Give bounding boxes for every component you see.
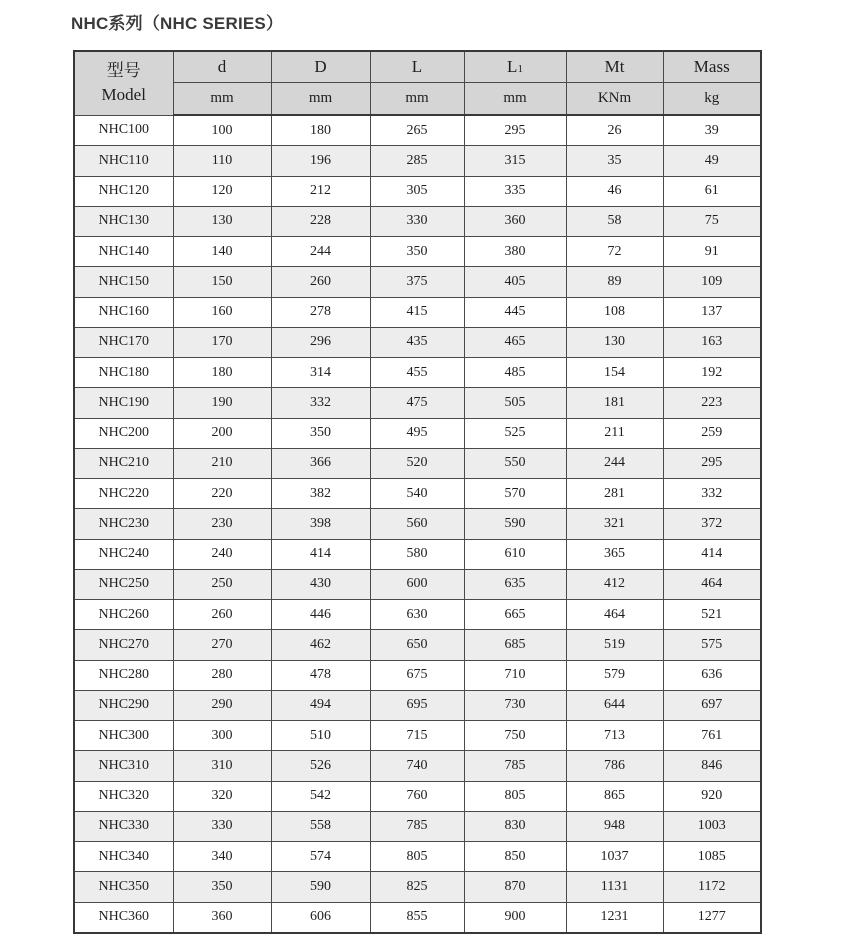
value-cell: 100: [173, 115, 271, 146]
value-cell: 280: [173, 660, 271, 690]
value-cell: 785: [464, 751, 566, 781]
value-cell: 464: [566, 600, 663, 630]
value-cell: 230: [173, 509, 271, 539]
value-cell: 290: [173, 690, 271, 720]
model-cell: NHC240: [74, 539, 173, 569]
value-cell: 430: [271, 569, 370, 599]
value-cell: 414: [663, 539, 761, 569]
model-cell: NHC220: [74, 479, 173, 509]
table-row: [74, 539, 761, 569]
value-cell: 212: [271, 176, 370, 206]
value-cell: 382: [271, 479, 370, 509]
value-cell: 870: [464, 872, 566, 902]
value-cell: 695: [370, 690, 464, 720]
model-cell: NHC110: [74, 146, 173, 176]
model-cell: NHC350: [74, 872, 173, 902]
model-cell: NHC170: [74, 327, 173, 357]
value-cell: 181: [566, 388, 663, 418]
table-row: [74, 569, 761, 599]
value-cell: 380: [464, 237, 566, 267]
model-cell: NHC150: [74, 267, 173, 297]
value-cell: 650: [370, 630, 464, 660]
value-cell: 259: [663, 418, 761, 448]
value-cell: 350: [173, 872, 271, 902]
table-row: [74, 630, 761, 660]
value-cell: 1037: [566, 842, 663, 872]
table-row: [74, 690, 761, 720]
value-cell: 590: [271, 872, 370, 902]
value-cell: 398: [271, 509, 370, 539]
value-cell: 710: [464, 660, 566, 690]
model-cell: NHC270: [74, 630, 173, 660]
model-cell: NHC130: [74, 206, 173, 236]
value-cell: 740: [370, 751, 464, 781]
value-cell: 830: [464, 811, 566, 841]
value-cell: 580: [370, 539, 464, 569]
value-cell: 260: [271, 267, 370, 297]
value-cell: 265: [370, 115, 464, 146]
model-cell: NHC200: [74, 418, 173, 448]
value-cell: 570: [464, 479, 566, 509]
table-row: [74, 660, 761, 690]
model-cell: NHC120: [74, 176, 173, 206]
value-cell: 160: [173, 297, 271, 327]
unit-header-mass: kg: [663, 83, 761, 116]
value-cell: 636: [663, 660, 761, 690]
value-cell: 1172: [663, 872, 761, 902]
value-cell: 1003: [663, 811, 761, 841]
model-cell: NHC140: [74, 237, 173, 267]
value-cell: 540: [370, 479, 464, 509]
col-header-mass: Mass: [663, 51, 761, 83]
value-cell: 75: [663, 206, 761, 236]
value-cell: 464: [663, 569, 761, 599]
model-cell: NHC280: [74, 660, 173, 690]
value-cell: 310: [173, 751, 271, 781]
value-cell: 948: [566, 811, 663, 841]
model-cell: NHC330: [74, 811, 173, 841]
value-cell: 330: [370, 206, 464, 236]
value-cell: 435: [370, 327, 464, 357]
value-cell: 412: [566, 569, 663, 599]
table-row: [74, 600, 761, 630]
table-row: [74, 902, 761, 933]
value-cell: 120: [173, 176, 271, 206]
value-cell: 415: [370, 297, 464, 327]
model-cell: NHC340: [74, 842, 173, 872]
value-cell: 558: [271, 811, 370, 841]
table-row: [74, 206, 761, 236]
value-cell: 89: [566, 267, 663, 297]
value-cell: 785: [370, 811, 464, 841]
value-cell: 494: [271, 690, 370, 720]
table-row: [74, 115, 761, 146]
value-cell: 314: [271, 358, 370, 388]
value-cell: 920: [663, 781, 761, 811]
value-cell: 760: [370, 781, 464, 811]
value-cell: 360: [464, 206, 566, 236]
value-cell: 360: [173, 902, 271, 933]
value-cell: 786: [566, 751, 663, 781]
value-cell: 58: [566, 206, 663, 236]
value-cell: 296: [271, 327, 370, 357]
value-cell: 108: [566, 297, 663, 327]
value-cell: 281: [566, 479, 663, 509]
value-cell: 350: [271, 418, 370, 448]
value-cell: 137: [663, 297, 761, 327]
value-cell: 49: [663, 146, 761, 176]
value-cell: 335: [464, 176, 566, 206]
unit-header-d: mm: [173, 83, 271, 116]
value-cell: 305: [370, 176, 464, 206]
value-cell: 228: [271, 206, 370, 236]
value-cell: 130: [566, 327, 663, 357]
value-cell: 446: [271, 600, 370, 630]
value-cell: 630: [370, 600, 464, 630]
value-cell: 170: [173, 327, 271, 357]
value-cell: 340: [173, 842, 271, 872]
value-cell: 372: [663, 509, 761, 539]
model-cell: NHC260: [74, 600, 173, 630]
value-cell: 825: [370, 872, 464, 902]
value-cell: 91: [663, 237, 761, 267]
value-cell: 850: [464, 842, 566, 872]
col-header-d: d: [173, 51, 271, 83]
value-cell: 26: [566, 115, 663, 146]
value-cell: 521: [663, 600, 761, 630]
value-cell: 455: [370, 358, 464, 388]
model-cell: NHC190: [74, 388, 173, 418]
value-cell: 366: [271, 448, 370, 478]
page-title: NHC系列（NHC SERIES）: [71, 14, 284, 33]
value-cell: 478: [271, 660, 370, 690]
value-cell: 211: [566, 418, 663, 448]
value-cell: 196: [271, 146, 370, 176]
value-cell: 240: [173, 539, 271, 569]
value-cell: 72: [566, 237, 663, 267]
value-cell: 110: [173, 146, 271, 176]
value-cell: 250: [173, 569, 271, 599]
value-cell: 579: [566, 660, 663, 690]
value-cell: 375: [370, 267, 464, 297]
table-row: [74, 388, 761, 418]
value-cell: 560: [370, 509, 464, 539]
model-cell: NHC300: [74, 721, 173, 751]
value-cell: 210: [173, 448, 271, 478]
value-cell: 855: [370, 902, 464, 933]
table-row: [74, 842, 761, 872]
table-row: [74, 146, 761, 176]
value-cell: 278: [271, 297, 370, 327]
col-header-mt: Mt: [566, 51, 663, 83]
value-cell: 462: [271, 630, 370, 660]
value-cell: 542: [271, 781, 370, 811]
unit-header-l1: mm: [464, 83, 566, 116]
value-cell: 713: [566, 721, 663, 751]
value-cell: 295: [464, 115, 566, 146]
value-cell: 465: [464, 327, 566, 357]
model-cell: NHC320: [74, 781, 173, 811]
value-cell: 675: [370, 660, 464, 690]
value-cell: 715: [370, 721, 464, 751]
table-row: [74, 358, 761, 388]
value-cell: 644: [566, 690, 663, 720]
value-cell: 606: [271, 902, 370, 933]
value-cell: 300: [173, 721, 271, 751]
model-cell: NHC290: [74, 690, 173, 720]
value-cell: 350: [370, 237, 464, 267]
model-cell: NHC210: [74, 448, 173, 478]
value-cell: 163: [663, 327, 761, 357]
value-cell: 285: [370, 146, 464, 176]
value-cell: 365: [566, 539, 663, 569]
value-cell: 697: [663, 690, 761, 720]
value-cell: 260: [173, 600, 271, 630]
value-cell: 685: [464, 630, 566, 660]
col-header-subscript: 1: [517, 63, 523, 75]
model-cell: NHC160: [74, 297, 173, 327]
value-cell: 180: [271, 115, 370, 146]
value-cell: 600: [370, 569, 464, 599]
value-cell: 846: [663, 751, 761, 781]
spec-table-head: [74, 51, 761, 115]
model-cell: NHC250: [74, 569, 173, 599]
value-cell: 150: [173, 267, 271, 297]
table-row: [74, 751, 761, 781]
table-row: [74, 176, 761, 206]
table-row: [74, 418, 761, 448]
value-cell: 485: [464, 358, 566, 388]
value-cell: 244: [271, 237, 370, 267]
value-cell: 750: [464, 721, 566, 751]
value-cell: 295: [663, 448, 761, 478]
value-cell: 200: [173, 418, 271, 448]
table-row: [74, 781, 761, 811]
value-cell: 526: [271, 751, 370, 781]
value-cell: 590: [464, 509, 566, 539]
value-cell: 321: [566, 509, 663, 539]
value-cell: 46: [566, 176, 663, 206]
value-cell: 180: [173, 358, 271, 388]
value-cell: 320: [173, 781, 271, 811]
value-cell: 140: [173, 237, 271, 267]
model-cell: NHC310: [74, 751, 173, 781]
table-row: [74, 509, 761, 539]
table-row: [74, 267, 761, 297]
value-cell: 35: [566, 146, 663, 176]
value-cell: 665: [464, 600, 566, 630]
value-cell: 332: [663, 479, 761, 509]
value-cell: 1277: [663, 902, 761, 933]
table-row: [74, 811, 761, 841]
value-cell: 865: [566, 781, 663, 811]
table-row: [74, 448, 761, 478]
unit-header-mt: KNm: [566, 83, 663, 116]
table-row: [74, 479, 761, 509]
unit-header-l: mm: [370, 83, 464, 116]
spec-table: [73, 50, 762, 934]
value-cell: 244: [566, 448, 663, 478]
value-cell: 332: [271, 388, 370, 418]
value-cell: 520: [370, 448, 464, 478]
value-cell: 315: [464, 146, 566, 176]
table-row: [74, 872, 761, 902]
model-header-zh: 型号: [106, 60, 141, 80]
value-cell: 109: [663, 267, 761, 297]
value-cell: 510: [271, 721, 370, 751]
value-cell: 805: [370, 842, 464, 872]
model-header-en: Model: [101, 85, 146, 105]
value-cell: 130: [173, 206, 271, 236]
model-cell: NHC230: [74, 509, 173, 539]
value-cell: 730: [464, 690, 566, 720]
value-cell: 1131: [566, 872, 663, 902]
table-row: [74, 297, 761, 327]
table-row: [74, 327, 761, 357]
value-cell: 445: [464, 297, 566, 327]
model-column-header: [74, 51, 173, 115]
value-cell: 761: [663, 721, 761, 751]
value-cell: 574: [271, 842, 370, 872]
value-cell: 1085: [663, 842, 761, 872]
value-cell: 154: [566, 358, 663, 388]
value-cell: 190: [173, 388, 271, 418]
unit-header-d: mm: [271, 83, 370, 116]
value-cell: 223: [663, 388, 761, 418]
value-cell: 495: [370, 418, 464, 448]
value-cell: 1231: [566, 902, 663, 933]
col-header-l: L: [370, 51, 464, 83]
value-cell: 61: [663, 176, 761, 206]
model-cell: NHC180: [74, 358, 173, 388]
spec-table-body: [74, 115, 761, 933]
value-cell: 635: [464, 569, 566, 599]
value-cell: 525: [464, 418, 566, 448]
model-cell: NHC100: [74, 115, 173, 146]
table-row: [74, 721, 761, 751]
col-header-l1: L1: [464, 51, 566, 83]
value-cell: 414: [271, 539, 370, 569]
value-cell: 519: [566, 630, 663, 660]
value-cell: 575: [663, 630, 761, 660]
table-row: [74, 237, 761, 267]
value-cell: 330: [173, 811, 271, 841]
value-cell: 505: [464, 388, 566, 418]
value-cell: 900: [464, 902, 566, 933]
value-cell: 805: [464, 781, 566, 811]
value-cell: 270: [173, 630, 271, 660]
value-cell: 610: [464, 539, 566, 569]
value-cell: 550: [464, 448, 566, 478]
value-cell: 220: [173, 479, 271, 509]
model-cell: NHC360: [74, 902, 173, 933]
value-cell: 475: [370, 388, 464, 418]
col-header-d: D: [271, 51, 370, 83]
value-cell: 405: [464, 267, 566, 297]
value-cell: 192: [663, 358, 761, 388]
value-cell: 39: [663, 115, 761, 146]
